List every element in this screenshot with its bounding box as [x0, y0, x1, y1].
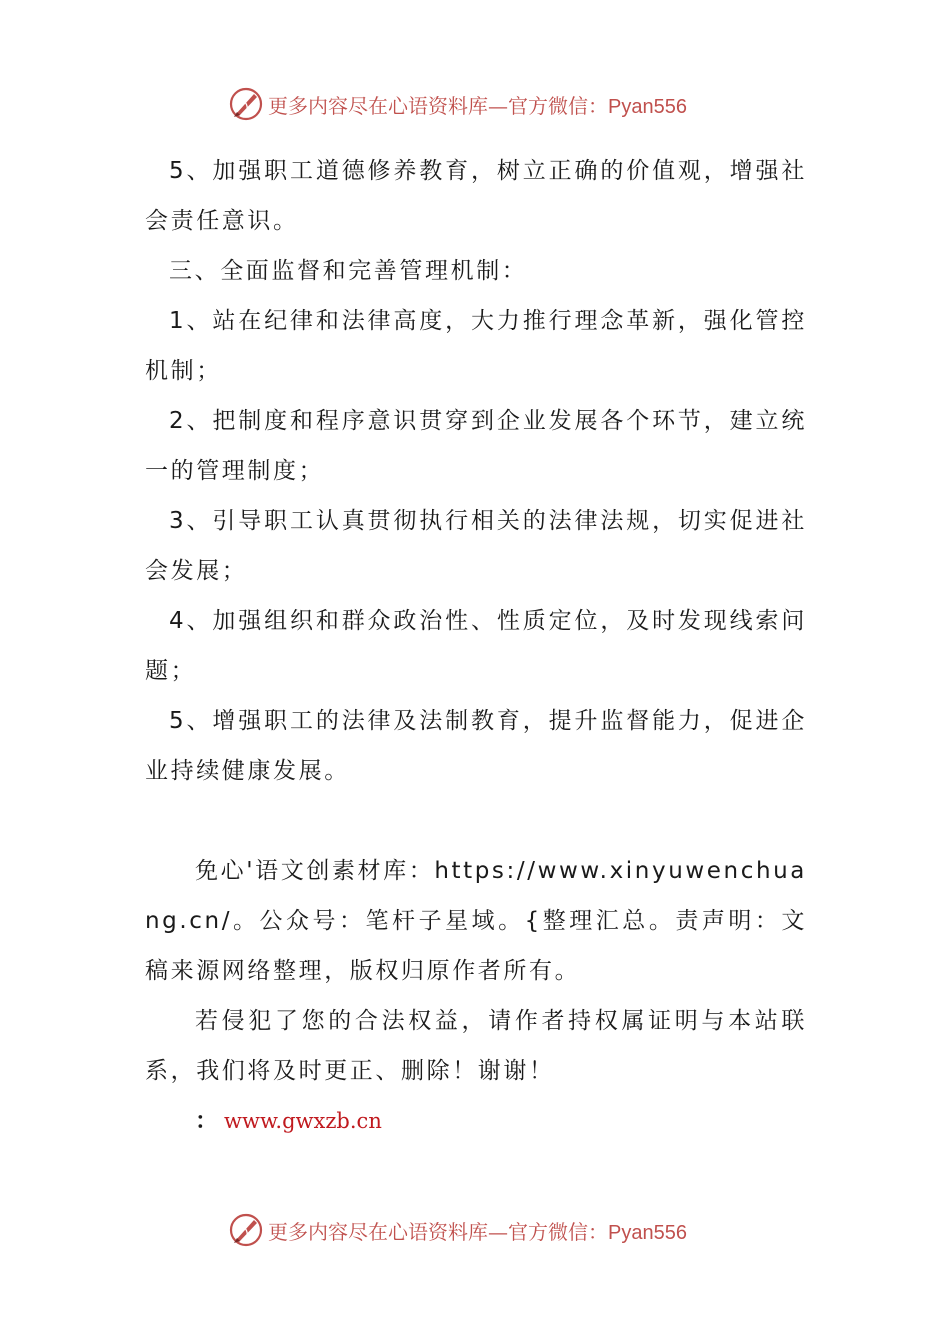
section-heading: 三、全面监督和完善管理机制：	[169, 258, 528, 284]
paragraph: 5、加强职工道德修养教育，树立正确的价值观，增强社会责任意识。	[145, 158, 807, 234]
footer-wechat-id: Pyan556	[608, 1221, 687, 1244]
pen-logo-icon	[228, 86, 264, 122]
paragraph: 1、站在纪律和法律高度，大力推行理念革新，强化管控机制；	[145, 308, 807, 384]
footer-banner-text: 更多内容尽在心语资料库—官方微信：Pyan556	[268, 1219, 687, 1244]
spacer	[145, 796, 807, 846]
paragraph: 5、增强职工的法律及法制教育，提升监督能力，促进企业持续健康发展。	[145, 708, 807, 784]
pen-logo-icon	[228, 1212, 264, 1248]
infringement-notice: 若侵犯了您的合法权益，请作者持权属证明与本站联系，我们将及时更正、删除！谢谢！	[145, 1008, 807, 1084]
header-wechat-id: Pyan556	[608, 95, 687, 118]
footer-banner	[228, 1210, 728, 1250]
document-body	[145, 146, 807, 1146]
disclaimer-paragraph: 免心'语文创素材库：https://www.xinyuwenchuang.cn/。公众号：笔杆子星域。{整理汇总。责声明：文稿来源网络整理，版权归原作者所有。	[145, 858, 807, 984]
paragraph: 2、把制度和程序意识贯穿到企业发展各个环节，建立统一的管理制度；	[145, 408, 807, 484]
header-banner-text: 更多内容尽在心语资料库—官方微信：Pyan556	[268, 93, 687, 118]
link-colon: ：	[195, 1108, 218, 1134]
website-link-line	[145, 1096, 807, 1146]
header-banner	[228, 84, 728, 124]
paragraph: 3、引导职工认真贯彻执行相关的法律法规，切实促进社会发展；	[145, 508, 807, 584]
paragraph: 4、加强组织和群众政治性、性质定位，及时发现线索问题；	[145, 608, 807, 684]
website-link[interactable]: www.gwxzb.cn	[224, 1109, 382, 1133]
